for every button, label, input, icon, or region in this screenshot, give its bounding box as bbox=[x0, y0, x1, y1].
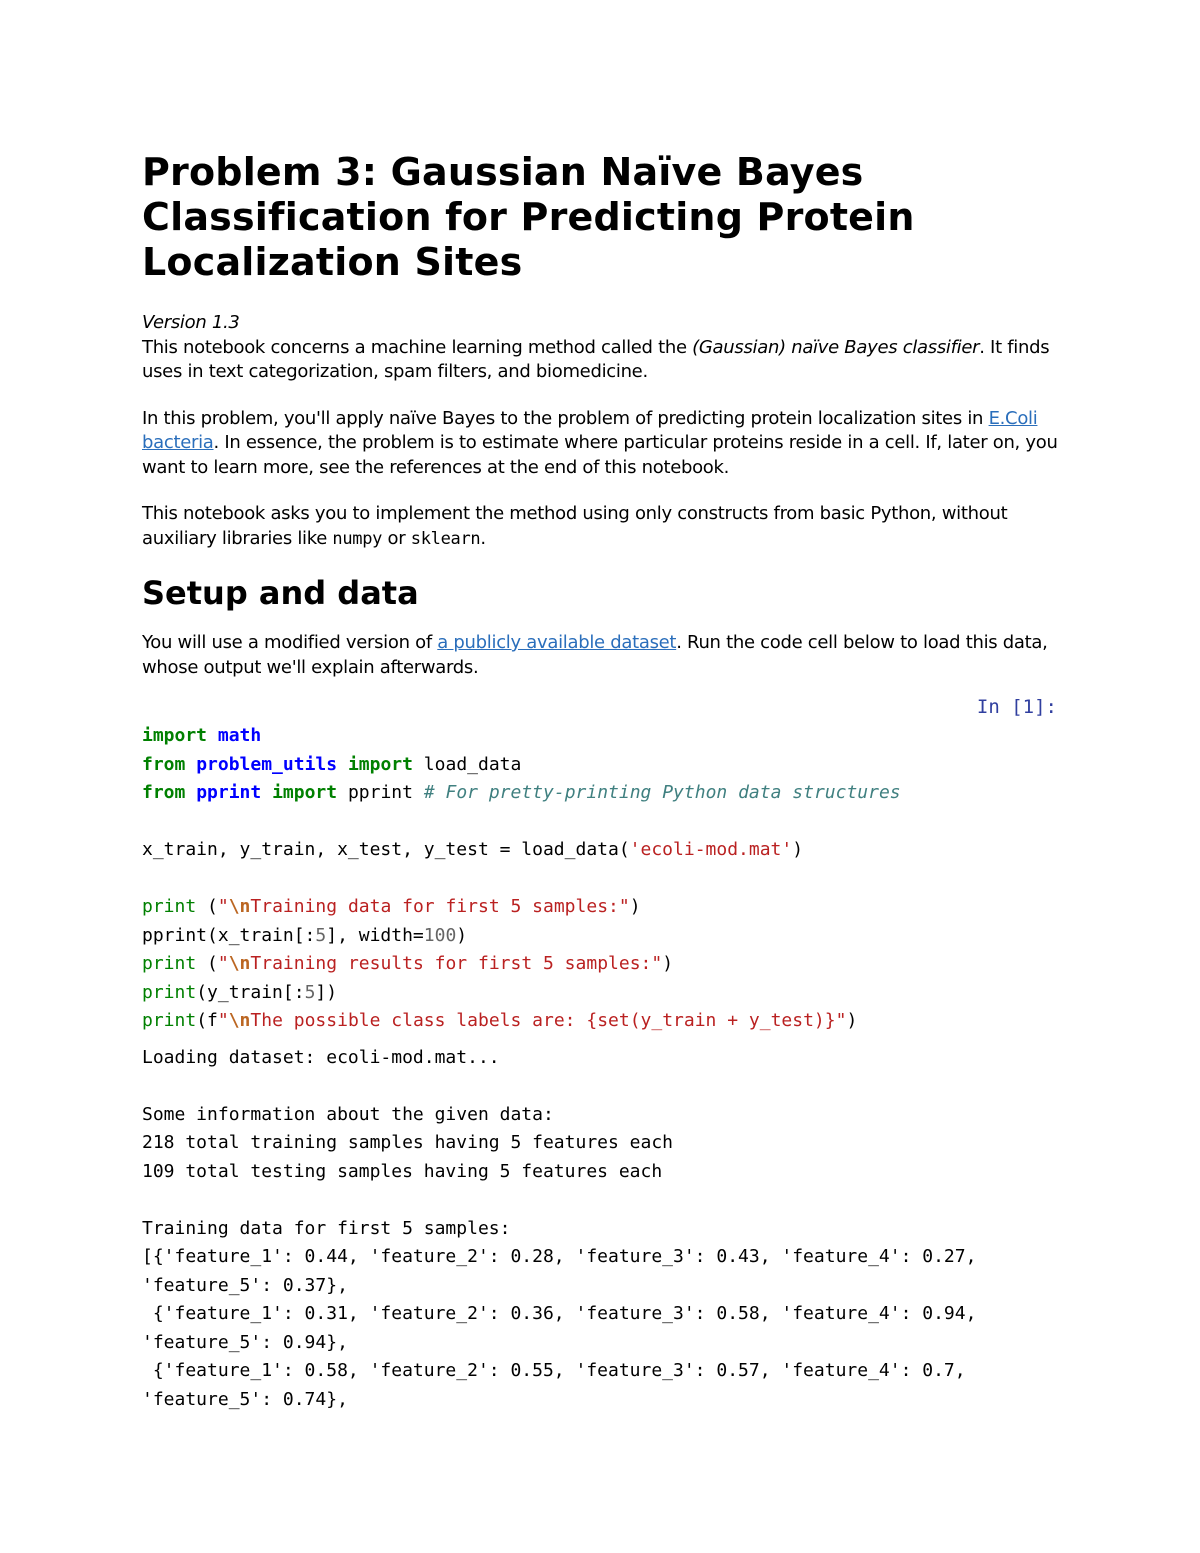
code-line: x_train, y_train, x_test, y_test = load_data('ecoli-mod.mat') bbox=[142, 839, 804, 860]
code-cell[interactable] bbox=[142, 722, 1062, 1036]
code-line: pprint(x_train[:5], width=100) bbox=[142, 924, 468, 946]
constraints-paragraph: This notebook asks you to implement the method using only constructs from basic Python, without auxiliary libraries like numpy or sklearn. bbox=[142, 503, 1008, 549]
output-line: Some information about the given data: bbox=[142, 1103, 554, 1125]
numpy-code: numpy bbox=[332, 528, 383, 549]
output-line: {'feature_1': 0.58, 'feature_2': 0.55, 'feature_3': 0.57, 'feature_4': 0.7, bbox=[142, 1360, 966, 1381]
page-title: Problem 3: Gaussian Naïve Bayes Classification for Predicting Protein Localization Sites bbox=[142, 150, 915, 284]
output-line: 'feature_5': 0.74}, bbox=[142, 1388, 348, 1410]
cell-output bbox=[142, 1044, 1062, 1415]
setup-paragraph: You will use a modified version of a publicly available dataset. Run the code cell below to load this data, whose output we'll explain afterwards. bbox=[142, 632, 1048, 678]
ecoli-link[interactable]: E.Coli bacteria bbox=[142, 407, 1038, 453]
output-line: [{'feature_1': 0.44, 'feature_2': 0.28, 'feature_3': 0.43, 'feature_4': 0.27, bbox=[142, 1246, 977, 1267]
output-line: Training data for first 5 samples: bbox=[142, 1217, 511, 1239]
output-line: 'feature_5': 0.94}, bbox=[142, 1331, 348, 1353]
code-line: print ("\nTraining results for first 5 samples:") bbox=[142, 953, 674, 974]
code-line: from problem_utils import load_data bbox=[142, 753, 522, 775]
cell-prompt: In [1]: bbox=[976, 696, 1057, 718]
code-line: from pprint import pprint # For pretty-printing Python data structures bbox=[142, 782, 901, 803]
code-line: print ("\nTraining data for first 5 samples:") bbox=[142, 896, 641, 917]
code-line: print(y_train[:5]) bbox=[142, 981, 338, 1003]
output-line: {'feature_1': 0.31, 'feature_2': 0.36, 'feature_3': 0.58, 'feature_4': 0.94, bbox=[142, 1303, 977, 1324]
sklearn-code: sklearn bbox=[410, 528, 481, 549]
output-line: 'feature_5': 0.37}, bbox=[142, 1274, 348, 1296]
problem-paragraph: In this problem, you'll apply naïve Bayes to the problem of predicting protein localization sites in E.Coli bacteria. In essence, the problem is to estimate where particular proteins reside in a cell. If, later on, you want to learn more, see the references at the end of this notebook. bbox=[142, 407, 1058, 478]
section-heading-setup: Setup and data bbox=[142, 574, 419, 612]
version-label: Version 1.3 bbox=[142, 312, 240, 333]
output-line: 218 total training samples having 5 features each bbox=[142, 1132, 674, 1153]
output-line: Loading dataset: ecoli-mod.mat... bbox=[142, 1046, 500, 1068]
intro-paragraph: This notebook concerns a machine learning method called the (Gaussian) naïve Bayes classifier. It finds uses in text categorization, spam filters, and biomedicine. bbox=[142, 336, 1050, 382]
output-line: 109 total testing samples having 5 features each bbox=[142, 1160, 663, 1182]
code-line: import math bbox=[142, 725, 262, 746]
code-line: print(f"\nThe possible class labels are: {set(y_train + y_test)}") bbox=[142, 1010, 858, 1031]
dataset-link[interactable]: a publicly available dataset bbox=[437, 632, 677, 653]
notebook-page bbox=[142, 150, 1062, 1414]
